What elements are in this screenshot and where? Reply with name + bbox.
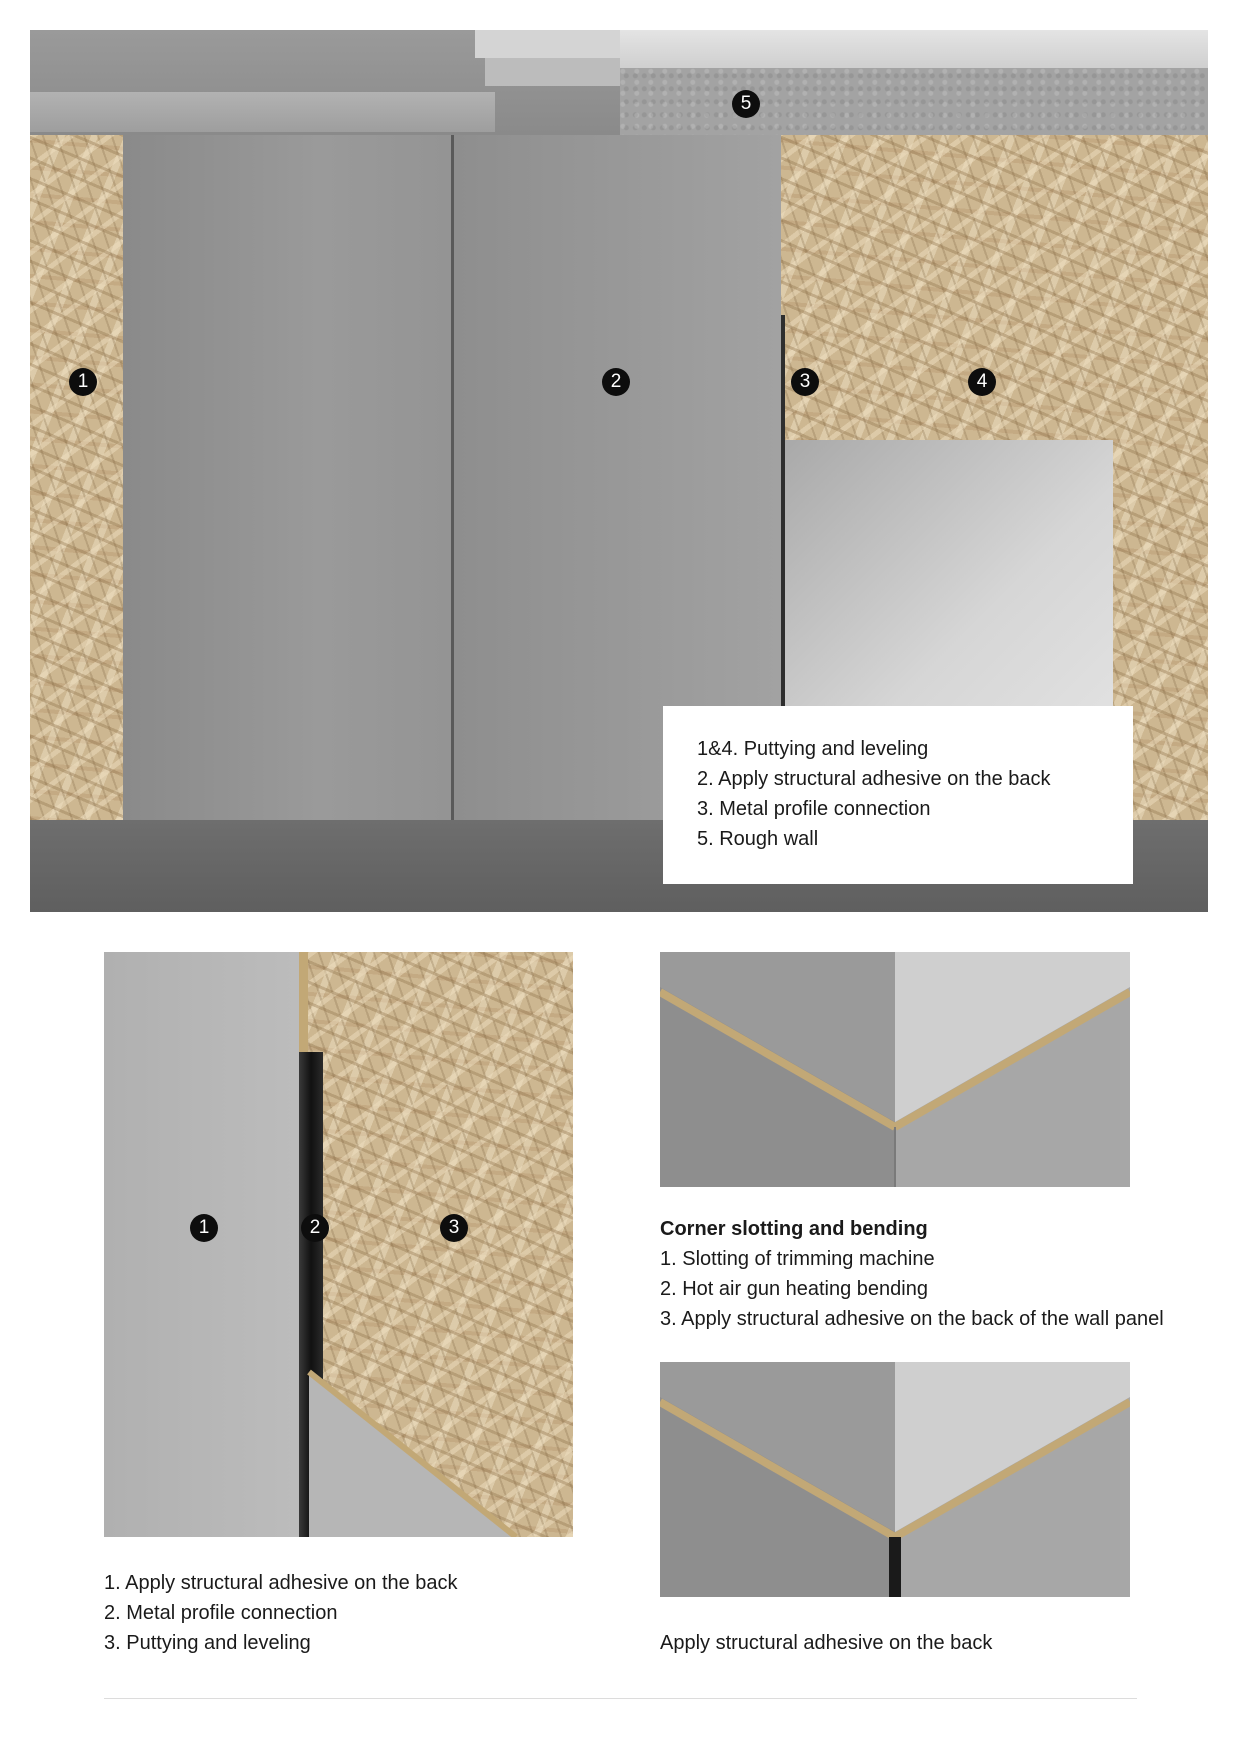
corner-2-caption-text: Apply structural adhesive on the back bbox=[660, 1632, 993, 1654]
marker-4: 4 bbox=[968, 368, 996, 396]
corner-title: Corner slotting and bending bbox=[660, 1218, 928, 1240]
ceiling-soffit bbox=[30, 92, 495, 132]
ceiling-right bbox=[620, 30, 1208, 68]
marker-2: 2 bbox=[602, 368, 630, 396]
detail-lower-panel bbox=[104, 952, 573, 1537]
footer-divider bbox=[104, 1698, 1137, 1699]
marker-3: 3 bbox=[791, 368, 819, 396]
detail-marker-1: 1 bbox=[190, 1214, 218, 1242]
corner-step: 1. Slotting of trimming machine bbox=[660, 1248, 935, 1270]
marker-5: 5 bbox=[732, 90, 760, 118]
wall-panel-3 bbox=[785, 440, 1113, 740]
ceiling-step-face bbox=[485, 58, 620, 86]
legend-list bbox=[697, 734, 1051, 854]
detail-marker-3: 3 bbox=[440, 1214, 468, 1242]
legend-item: 3. Metal profile connection bbox=[697, 798, 931, 820]
ceiling-step bbox=[475, 30, 620, 58]
detail-marker-2: 2 bbox=[301, 1214, 329, 1242]
corner-step: 3. Apply structural adhesive on the back of the wall panel bbox=[660, 1308, 1164, 1330]
corner-2-caption bbox=[660, 1628, 992, 1658]
caption-item: 3. Puttying and leveling bbox=[104, 1632, 311, 1654]
corner-figure-2-drawing bbox=[660, 1362, 1130, 1597]
caption-item: 2. Metal profile connection bbox=[104, 1602, 338, 1624]
wall-panel-1 bbox=[123, 135, 451, 820]
legend-item: 5. Rough wall bbox=[697, 828, 819, 850]
marker-1: 1 bbox=[69, 368, 97, 396]
corner-figure-1 bbox=[660, 952, 1130, 1187]
legend-item: 1&4. Puttying and leveling bbox=[697, 738, 929, 760]
corner-figure-1-drawing bbox=[660, 952, 1130, 1187]
corner-figure-2 bbox=[660, 1362, 1130, 1597]
caption-item: 1. Apply structural adhesive on the back bbox=[104, 1572, 458, 1594]
detail-figure bbox=[104, 952, 573, 1537]
main-figure bbox=[30, 30, 1208, 912]
legend-box bbox=[663, 706, 1133, 884]
legend-item: 2. Apply structural adhesive on the back bbox=[697, 768, 1051, 790]
osb-board-left bbox=[30, 135, 123, 820]
detail-caption bbox=[104, 1568, 458, 1658]
corner-text bbox=[660, 1214, 1164, 1334]
corner-step: 2. Hot air gun heating bending bbox=[660, 1278, 928, 1300]
rough-wall bbox=[620, 68, 1208, 135]
